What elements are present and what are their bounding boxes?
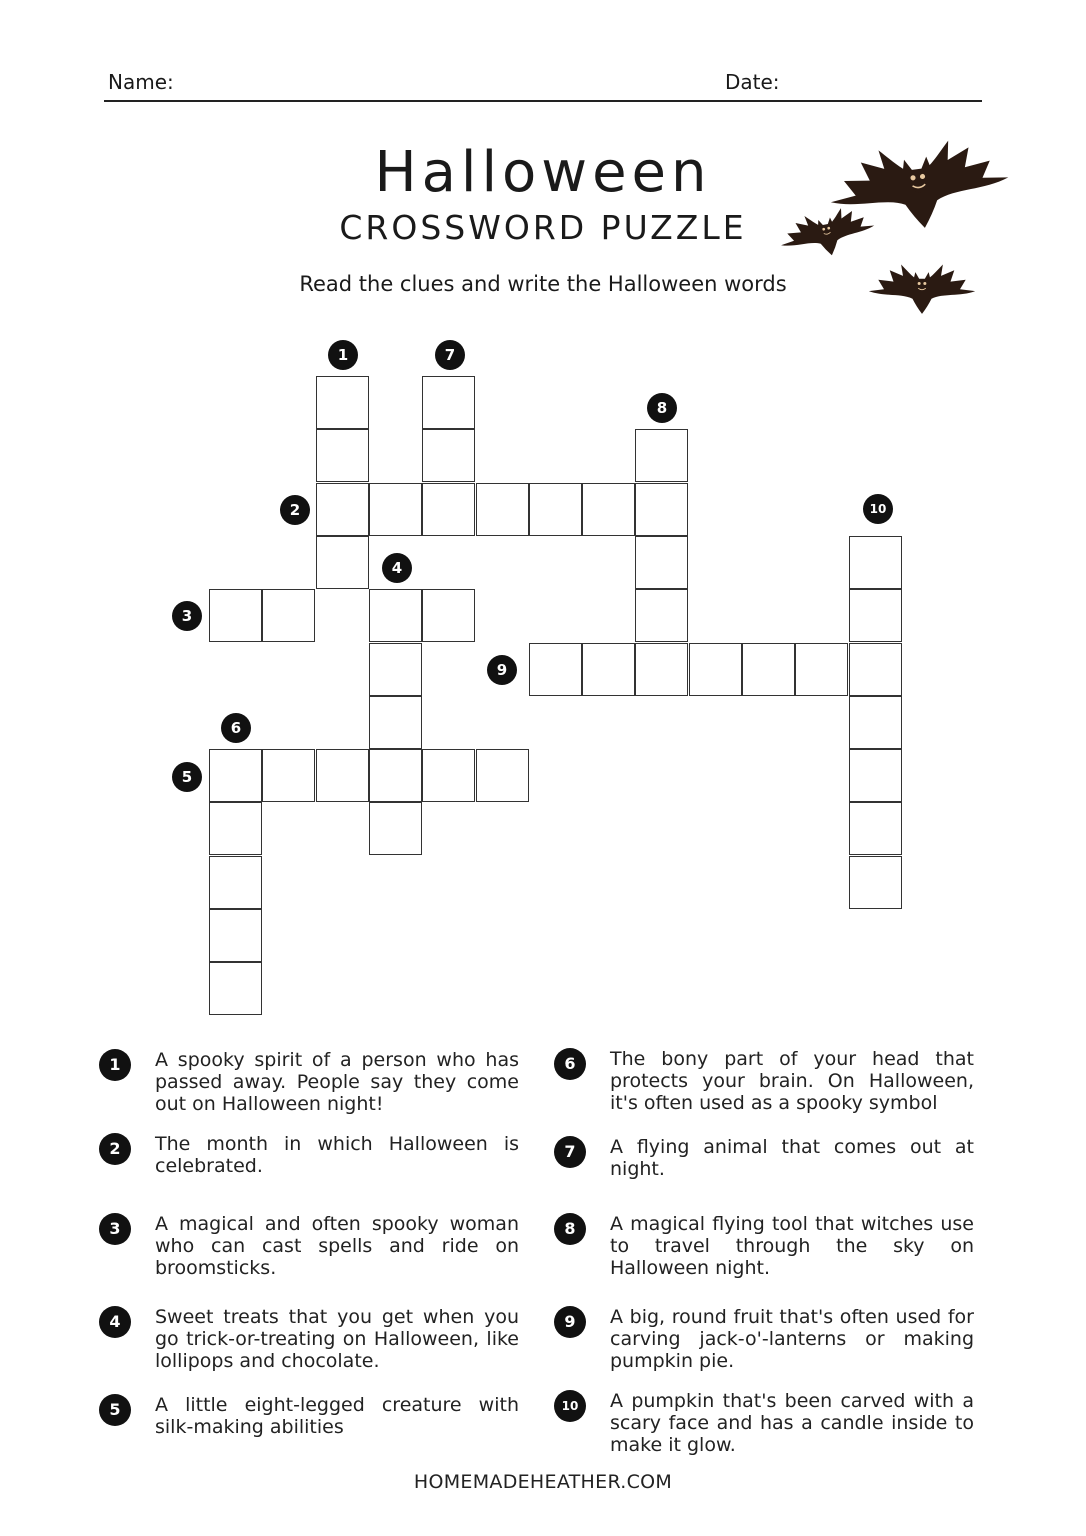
page-title: Halloween [374,140,712,205]
clue-number-8: 8 [647,393,677,423]
clue-item-7 [564,1136,974,1180]
instructions-text: Read the clues and write the Halloween words [299,272,787,296]
clue-badge: 2 [99,1133,131,1165]
grid-cell[interactable] [689,643,742,696]
clue-text: The bony part of your head that protects your brain. On Halloween, it's often used as a spooky symbol [610,1048,974,1114]
clue-badge: 9 [554,1306,586,1338]
grid-cell[interactable] [422,429,475,482]
clue-badge: 5 [99,1394,131,1426]
clue-text: A magical flying tool that witches use to travel through the sky on Halloween night. [610,1213,974,1279]
grid-cell[interactable] [582,483,635,536]
grid-cell[interactable] [422,483,475,536]
site-footer: HOMEMADEHEATHER.COM [413,1471,673,1493]
clue-item-5 [109,1394,519,1438]
grid-cell[interactable] [529,483,582,536]
grid-cell[interactable] [422,749,475,802]
clue-text: Sweet treats that you get when you go trick-or-treating on Halloween, like lollipops and chocolate. [155,1306,519,1372]
grid-cell[interactable] [582,643,635,696]
page-subtitle: CROSSWORD PUZZLE [339,208,747,247]
grid-cell[interactable] [209,856,262,909]
clue-text: A big, round fruit that's often used for carving jack-o'-lanterns or making pumpkin pie. [610,1306,974,1372]
grid-cell[interactable] [849,643,902,696]
clue-number-9: 9 [487,655,517,685]
grid-cell[interactable] [742,643,795,696]
grid-cell[interactable] [262,749,315,802]
clue-badge: 6 [554,1048,586,1080]
grid-cell[interactable] [476,483,529,536]
clue-item-3 [109,1213,519,1279]
clue-item-9 [564,1306,974,1372]
grid-cell[interactable] [369,643,422,696]
clue-item-10 [561,1390,974,1456]
clue-item-8 [564,1213,974,1279]
clue-text: A spooky spirit of a person who has passed away. People say they come out on Halloween night! [155,1049,519,1115]
grid-cell[interactable] [316,429,369,482]
grid-cell[interactable] [316,376,369,429]
clue-text: A magical and often spooky woman who can cast spells and ride on broomsticks. [155,1213,519,1279]
clue-badge: 4 [99,1306,131,1338]
clue-badge: 10 [554,1390,586,1422]
grid-cell[interactable] [316,536,369,589]
grid-cell[interactable] [316,483,369,536]
grid-cell[interactable] [422,589,475,642]
grid-cell[interactable] [849,589,902,642]
clue-number-3: 3 [172,601,202,631]
clue-text: A little eight-legged creature with silk-making abilities [155,1394,519,1438]
clue-text: The month in which Halloween is celebrated. [155,1133,519,1177]
clue-item-2 [109,1133,519,1177]
date-label: Date: [725,70,780,94]
grid-cell[interactable] [209,589,262,642]
grid-cell[interactable] [209,909,262,962]
clue-number-7: 7 [435,340,465,370]
clue-badge: 8 [554,1213,586,1245]
grid-cell[interactable] [635,589,688,642]
clue-badge: 7 [554,1136,586,1168]
clue-badge: 3 [99,1213,131,1245]
grid-cell[interactable] [849,749,902,802]
grid-cell[interactable] [476,749,529,802]
grid-cell[interactable] [422,376,475,429]
grid-cell[interactable] [369,802,422,855]
grid-cell[interactable] [369,589,422,642]
clue-number-2: 2 [280,495,310,525]
clue-number-4: 4 [382,553,412,583]
grid-cell[interactable] [849,536,902,589]
grid-cell[interactable] [635,483,688,536]
grid-cell[interactable] [209,962,262,1015]
grid-cell[interactable] [529,643,582,696]
grid-cell[interactable] [369,749,422,802]
grid-cell[interactable] [849,856,902,909]
grid-cell[interactable] [209,749,262,802]
clue-number-1: 1 [328,340,358,370]
grid-cell[interactable] [369,483,422,536]
name-label: Name: [108,70,174,94]
grid-cell[interactable] [795,643,848,696]
clue-number-10: 10 [863,494,893,524]
clue-number-6: 6 [221,713,251,743]
grid-cell[interactable] [849,802,902,855]
grid-cell[interactable] [209,802,262,855]
clue-item-1 [109,1049,519,1115]
clue-text: A pumpkin that's been carved with a scary face and has a candle inside to make it glow. [610,1390,974,1456]
grid-cell[interactable] [369,696,422,749]
clue-text: A flying animal that comes out at night. [610,1136,974,1180]
clue-badge: 1 [99,1049,131,1081]
grid-cell[interactable] [849,696,902,749]
clue-number-5: 5 [172,762,202,792]
grid-cell[interactable] [635,429,688,482]
clue-item-4 [109,1306,519,1372]
grid-cell[interactable] [316,749,369,802]
grid-cell[interactable] [635,643,688,696]
clue-item-6 [564,1048,974,1114]
grid-cell[interactable] [262,589,315,642]
grid-cell[interactable] [635,536,688,589]
